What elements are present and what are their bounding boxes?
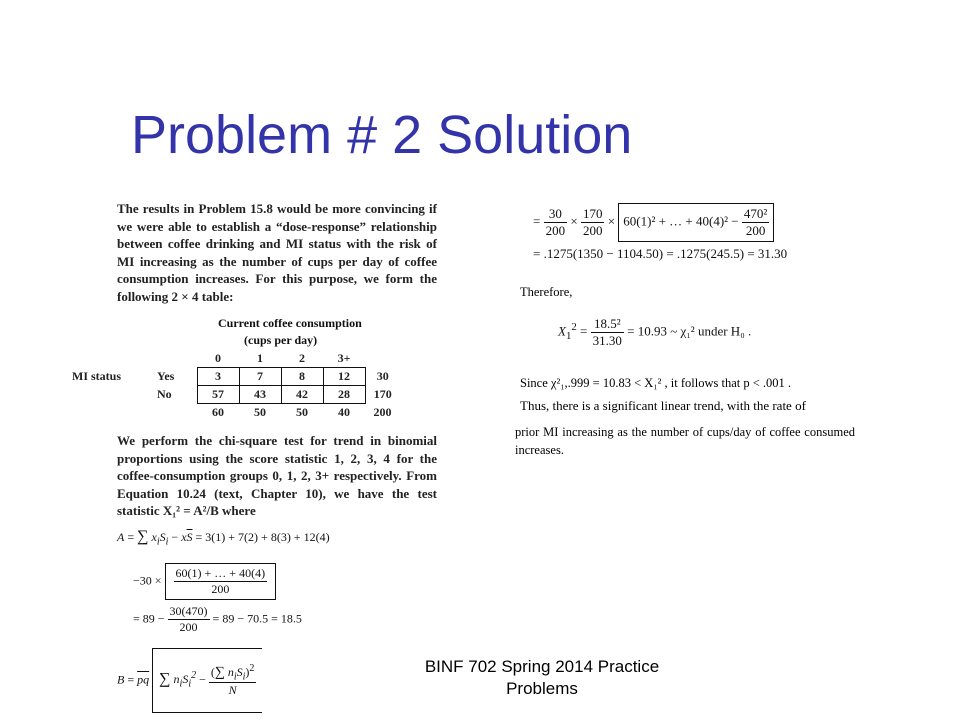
row-total: 170: [373, 387, 392, 401]
eq1-frac-a-den: 200: [545, 223, 566, 238]
contingency-table: [72, 350, 400, 421]
cell: 8: [281, 368, 323, 386]
chi-post: = 10.93 ~ χ₁² under H₀ .: [627, 323, 752, 339]
equation-a-line2-prefix: −30 ×: [133, 573, 162, 588]
intro-paragraph: The results in Problem 15.8 would be more convincing if we were able to establish a “dose-response” relationship between coffee drinking and MI status with the risk of MI increasing as the number of cups per day of coffee consumption increases. For this purpose, we form the following 2 × 4 table:: [117, 201, 437, 304]
eq1-frac-a-num: 30: [544, 206, 568, 223]
eq-a3-num: 30(470): [169, 604, 208, 618]
thus-statement: Thus, there is a significant linear trend, with the rate of: [520, 398, 806, 413]
col-total: 40: [338, 405, 350, 419]
col-0: 0: [215, 351, 221, 365]
equation-b: $B = \overline{pq}$ ∑ $n_iS_i^2$ − $\frac{(\sum n_iS_i)^2}{N}$: [117, 648, 262, 713]
equation-a-line3-suffix: = 89 − 70.5 = 18.5: [212, 611, 302, 626]
row-label-no: No: [157, 387, 172, 401]
cell: 7: [239, 368, 281, 386]
table-header-2: (cups per day): [244, 333, 318, 347]
chi-num: 18.5²: [591, 316, 624, 333]
col-total: 50: [254, 405, 266, 419]
col-2: 2: [299, 351, 305, 365]
equation-a-line1: A = ∑ $x_iS_i - x\overline{S} = 3(1) + 7(2) + 8(3) + 12(4)$: [117, 528, 330, 548]
eq1-frac-b-den: 200: [582, 223, 603, 238]
eq-a2-den: 200: [211, 582, 230, 596]
eq-a3-den: 200: [179, 620, 198, 634]
footer-line-1: BINF 702 Spring 2014 Practice: [424, 657, 660, 676]
since-statement: Since χ²₁,.999 = 10.83 < X₁² , it follows that p < .001 .: [520, 376, 792, 390]
slide-title: Problem # 2 Solution: [131, 105, 633, 165]
col-1: 1: [257, 351, 263, 365]
col-total: 60: [212, 405, 224, 419]
eq1-frac-c-den: 200: [745, 223, 766, 238]
footer-line-2: Problems: [506, 679, 578, 698]
cell: 57: [197, 386, 239, 404]
row-total: 30: [376, 369, 389, 383]
equation-a-line1-text: = 3(1) + 7(2) + 8(3) + 12(4): [195, 530, 330, 544]
col-3: 3+: [337, 351, 351, 365]
cell: 28: [323, 386, 365, 404]
equation-b-result: = .1275(1350 − 1104.50) = .1275(245.5) = 31.30: [533, 246, 788, 261]
col-total: 50: [296, 405, 308, 419]
cell: 12: [323, 368, 365, 386]
trend-paragraph: We perform the chi-square test for trend in binomial proportions using the score statistic 1, 2, 3, 4 for the coffee-consumption groups 0, 1, 2, 3+ respectively. From Equation 10.24 (text, Chapter 10), we have the test statistic X₁² = A²/B where: [117, 433, 437, 518]
equation-b-expansion: = $\frac{30}{200}$ × $\frac{170}{200}$ × 60(1)² + … + 40(4)² − $\frac{\text{470²}}{200}$: [533, 203, 774, 242]
eq1-frac-c-num: 470²: [743, 206, 768, 221]
therefore-text: Therefore,: [520, 285, 573, 299]
chi-den: 31.30: [592, 333, 622, 348]
footer: [392, 656, 692, 700]
row-group-label: MI status: [72, 369, 122, 383]
equation-a-line2: [133, 563, 276, 600]
equation-a-line3-prefix: = 89 −: [133, 611, 165, 626]
eq1-inner: 60(1)² + … + 40(4)² −: [623, 213, 739, 229]
cell: 42: [281, 386, 323, 404]
equation-a-line3: [133, 604, 302, 635]
cell: 43: [239, 386, 281, 404]
chi-square-statistic: $X_1^2$ = $\frac{\text{18.5²}}{31.30}$ = 10.93 ~ χ₁² under H₀ .: [558, 316, 752, 348]
eq1-frac-b-num: 170: [582, 206, 603, 221]
row-label-yes: Yes: [157, 369, 175, 383]
conclusion-text: prior MI increasing as the number of cups/day of coffee consumed increases.: [515, 425, 855, 457]
eq-a2-num: 60(1) + … + 40(4): [175, 566, 266, 580]
table-header-1: Current coffee consumption: [218, 316, 362, 330]
grand-total: 200: [373, 404, 392, 419]
cell: 3: [197, 368, 239, 386]
